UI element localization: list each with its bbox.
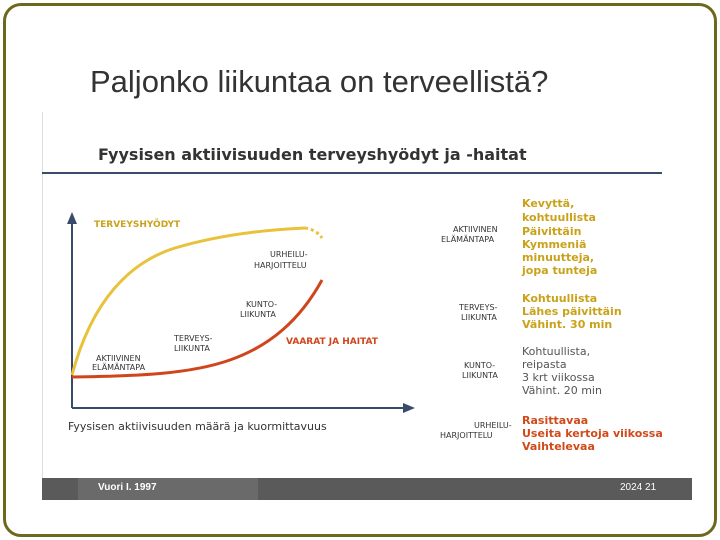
row-4-line-2: Useita kertoja viikossa (522, 427, 663, 440)
row-1-line-2: kohtuullista (522, 211, 596, 224)
row-2-category-2: LIIKUNTA (461, 313, 497, 322)
row-2-description (522, 292, 622, 331)
row-1-line-1: Kevyttä, (522, 197, 575, 210)
harm-label: VAARAT JA HAITAT (286, 337, 378, 347)
y-axis-arrow (67, 212, 77, 224)
curve-label-fitness-2: LIIKUNTA (240, 310, 276, 319)
curve-label-fitness-1: KUNTO- (246, 300, 278, 309)
curve-label-health-2: LIIKUNTA (174, 344, 210, 353)
row-2-line-2: Lähes päivittäin (522, 305, 622, 318)
row-2-line-1: Kohtuullista (522, 292, 598, 305)
row-4-category-1: URHEILU- (474, 421, 512, 430)
row-4-description (522, 414, 663, 453)
row-1-description (521, 197, 597, 277)
row-1-line-5: minuutteja, (522, 251, 595, 264)
row-3-category-2: LIIKUNTA (462, 371, 498, 380)
row-3-line-4: Vähint. 20 min (522, 384, 602, 397)
curve-label-sports-1: URHEILU- (270, 250, 308, 259)
row-1-category-1: AKTIIVINEN (453, 225, 498, 234)
curve-label-active-2: ELÄMÄNTAPA (92, 363, 146, 372)
row-4-category-2: HARJOITTELU (440, 431, 493, 440)
curve-label-sports-2: HARJOITTELU (254, 261, 307, 270)
row-2-line-3: Vähint. 30 min (522, 318, 613, 331)
benefit-curve-tail (305, 228, 322, 238)
row-3-line-3: 3 krt viikossa (522, 371, 595, 384)
footer-source: Vuori I. 1997 (98, 482, 157, 493)
row-1-line-4: Kymmeniä (522, 238, 587, 251)
row-1-category-2: ELÄMÄNTAPA (441, 235, 495, 244)
row-4-line-3: Vaihtelevaa (522, 440, 595, 453)
slide-title: Paljonko liikuntaa on terveellistä? (90, 64, 549, 99)
x-axis-label: Fyysisen aktiivisuuden määrä ja kuormittavuus (68, 420, 327, 433)
row-3-category-1: KUNTO- (464, 361, 496, 370)
footer-bar (42, 478, 692, 500)
benefit-label: TERVEYSHYÖDYT (94, 220, 181, 230)
row-1-line-6: jopa tunteja (522, 264, 598, 277)
row-3-line-2: reipasta (522, 358, 567, 371)
x-axis-arrow (403, 403, 415, 413)
row-3-description (522, 345, 602, 397)
footer-page: 2024 21 (620, 482, 657, 493)
curve-label-health-1: TERVEYS- (174, 334, 213, 343)
row-1-line-3: Päivittäin (522, 225, 582, 238)
row-4-line-1: Rasittavaa (522, 414, 589, 427)
row-2-category-1: TERVEYS- (459, 303, 498, 312)
curve-label-active-1: AKTIIVINEN (96, 354, 141, 363)
figure-heading: Fyysisen aktiivisuuden terveyshyödyt ja -haitat (98, 145, 527, 164)
row-3-line-1: Kohtuullista, (522, 345, 591, 358)
